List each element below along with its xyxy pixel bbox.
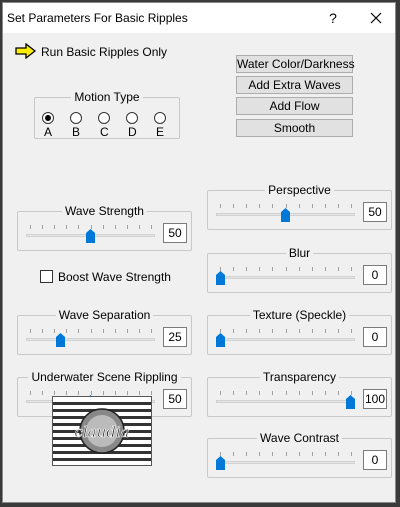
- slider-tick: [272, 391, 273, 395]
- wave-strength-thumb[interactable]: [86, 229, 95, 243]
- slider-tick: [299, 329, 300, 333]
- underwater-scene-rippling-label: Underwater Scene Rippling: [28, 370, 180, 384]
- slider-tick: [103, 225, 104, 229]
- motion-type-group: [34, 90, 180, 139]
- slider-tick: [127, 391, 128, 395]
- slider-tick: [246, 452, 247, 456]
- slider-tick: [42, 329, 43, 333]
- underwater-value[interactable]: 50: [163, 389, 187, 409]
- blur-value[interactable]: 0: [363, 265, 387, 285]
- slider-tick: [103, 329, 104, 333]
- transparency-thumb[interactable]: [346, 395, 355, 409]
- slider-tick: [338, 267, 339, 271]
- slider-tick: [272, 452, 273, 456]
- wave-separation-value[interactable]: 25: [163, 327, 187, 347]
- slider-tick: [338, 452, 339, 456]
- slider-tick: [312, 267, 313, 271]
- slider-tick: [139, 225, 140, 229]
- slider-tick: [246, 204, 247, 208]
- slider-tick: [325, 267, 326, 271]
- wave-strength-value[interactable]: 50: [163, 223, 187, 243]
- run-basic-ripples-label: Run Basic Ripples Only: [41, 45, 168, 59]
- boost-wave-strength-label: Boost Wave Strength: [58, 270, 171, 284]
- slider-tick: [115, 391, 116, 395]
- transparency-label: Transparency: [260, 370, 339, 384]
- slider-tick: [151, 329, 152, 333]
- wave-separation-track[interactable]: [26, 338, 155, 341]
- slider-tick: [259, 391, 260, 395]
- motion-type-label-d: D: [128, 125, 137, 139]
- window-title: Set Parameters For Basic Ripples: [7, 11, 188, 25]
- slider-tick: [338, 329, 339, 333]
- perspective-group: [207, 183, 392, 230]
- slider-tick: [115, 225, 116, 229]
- transparency-track[interactable]: [216, 400, 355, 403]
- slider-tick: [151, 225, 152, 229]
- slider-tick: [286, 267, 287, 271]
- water-color-darkness-button[interactable]: Water Color/Darkness: [237, 57, 355, 71]
- blur-group: [207, 246, 392, 293]
- slider-tick: [299, 391, 300, 395]
- slider-tick: [233, 267, 234, 271]
- motion-type-radio-e[interactable]: [154, 112, 166, 124]
- logo-text: claudia: [74, 423, 130, 441]
- slider-tick: [127, 225, 128, 229]
- title-bar: [3, 3, 395, 33]
- slider-tick: [325, 452, 326, 456]
- slider-tick: [259, 204, 260, 208]
- texture-track[interactable]: [216, 338, 355, 341]
- wave-strength-group: [17, 204, 192, 251]
- slider-tick: [233, 204, 234, 208]
- wave-separation-label: Wave Separation: [56, 308, 154, 322]
- slider-tick: [325, 329, 326, 333]
- slider-tick: [30, 225, 31, 229]
- wave-contrast-label: Wave Contrast: [257, 431, 342, 445]
- motion-type-radio-a[interactable]: [42, 112, 54, 124]
- slider-tick: [139, 329, 140, 333]
- slider-tick: [66, 225, 67, 229]
- help-button[interactable]: ?: [329, 10, 337, 26]
- slider-tick: [286, 391, 287, 395]
- slider-tick: [115, 329, 116, 333]
- transparency-value[interactable]: 100: [363, 389, 387, 409]
- motion-type-label-c: C: [100, 125, 109, 139]
- slider-tick: [78, 329, 79, 333]
- close-icon: [370, 12, 382, 24]
- slider-tick: [272, 204, 273, 208]
- wave-separation-group: [17, 308, 192, 355]
- slider-tick: [220, 391, 221, 395]
- slider-tick: [259, 452, 260, 456]
- wave-separation-thumb[interactable]: [56, 333, 65, 347]
- slider-tick: [127, 329, 128, 333]
- slider-tick: [78, 225, 79, 229]
- slider-tick: [91, 329, 92, 333]
- slider-tick: [351, 204, 352, 208]
- slider-tick: [78, 391, 79, 395]
- perspective-thumb[interactable]: [281, 208, 290, 222]
- slider-tick: [312, 452, 313, 456]
- slider-tick: [246, 329, 247, 333]
- add-extra-waves-button[interactable]: Add Extra Waves: [236, 76, 353, 94]
- slider-tick: [233, 391, 234, 395]
- wave-strength-label: Wave Strength: [62, 204, 147, 218]
- add-flow-button[interactable]: Add Flow: [236, 97, 353, 115]
- texture-value[interactable]: 0: [363, 327, 387, 347]
- run-basic-ripples-button[interactable]: [11, 41, 171, 63]
- slider-tick: [42, 391, 43, 395]
- slider-tick: [338, 204, 339, 208]
- slider-tick: [338, 391, 339, 395]
- close-button[interactable]: [363, 6, 389, 30]
- slider-tick: [30, 391, 31, 395]
- blur-label: Blur: [286, 246, 313, 260]
- slider-tick: [151, 391, 152, 395]
- logo-graphic: [53, 397, 151, 465]
- boost-wave-strength-checkbox[interactable]: [40, 270, 53, 283]
- blur-thumb[interactable]: [216, 271, 225, 285]
- slider-tick: [259, 267, 260, 271]
- blur-track[interactable]: [216, 276, 355, 279]
- slider-tick: [312, 391, 313, 395]
- smooth-button[interactable]: Smooth: [236, 119, 353, 137]
- perspective-label: Perspective: [265, 183, 334, 197]
- slider-tick: [220, 204, 221, 208]
- slider-tick: [286, 329, 287, 333]
- transparency-group: [207, 370, 392, 417]
- texture-speckle-label: Texture (Speckle): [250, 308, 349, 322]
- slider-tick: [139, 391, 140, 395]
- slider-tick: [246, 267, 247, 271]
- slider-tick: [312, 329, 313, 333]
- slider-tick: [66, 329, 67, 333]
- slider-tick: [233, 329, 234, 333]
- slider-tick: [272, 329, 273, 333]
- slider-tick: [233, 452, 234, 456]
- texture-speckle-group: [207, 308, 392, 355]
- wave-contrast-thumb[interactable]: [216, 456, 225, 470]
- motion-type-radio-d[interactable]: [126, 112, 138, 124]
- slider-tick: [42, 225, 43, 229]
- slider-tick: [351, 267, 352, 271]
- slider-tick: [325, 204, 326, 208]
- slider-tick: [246, 391, 247, 395]
- slider-tick: [30, 329, 31, 333]
- slider-tick: [54, 225, 55, 229]
- slider-tick: [325, 391, 326, 395]
- texture-thumb[interactable]: [216, 333, 225, 347]
- motion-type-label-b: B: [72, 125, 81, 139]
- motion-type-title: Motion Type: [71, 90, 142, 104]
- slider-tick: [272, 267, 273, 271]
- slider-tick: [54, 391, 55, 395]
- slider-tick: [351, 329, 352, 333]
- motion-type-radio-c[interactable]: [98, 112, 110, 124]
- wave-contrast-track[interactable]: [216, 461, 355, 464]
- perspective-value[interactable]: 50: [363, 202, 387, 222]
- slider-tick: [312, 204, 313, 208]
- motion-type-label-a: A: [44, 125, 53, 139]
- wave-contrast-value[interactable]: 0: [363, 450, 387, 470]
- arrow-right-icon: [15, 43, 37, 59]
- motion-type-label-e: E: [156, 125, 165, 139]
- wave-contrast-group: [207, 431, 392, 478]
- motion-type-radio-b[interactable]: [70, 112, 82, 124]
- slider-tick: [299, 204, 300, 208]
- slider-tick: [286, 452, 287, 456]
- slider-tick: [299, 452, 300, 456]
- logo: [52, 396, 152, 466]
- slider-tick: [351, 452, 352, 456]
- slider-tick: [103, 391, 104, 395]
- slider-tick: [66, 391, 67, 395]
- slider-tick: [259, 329, 260, 333]
- slider-tick: [299, 267, 300, 271]
